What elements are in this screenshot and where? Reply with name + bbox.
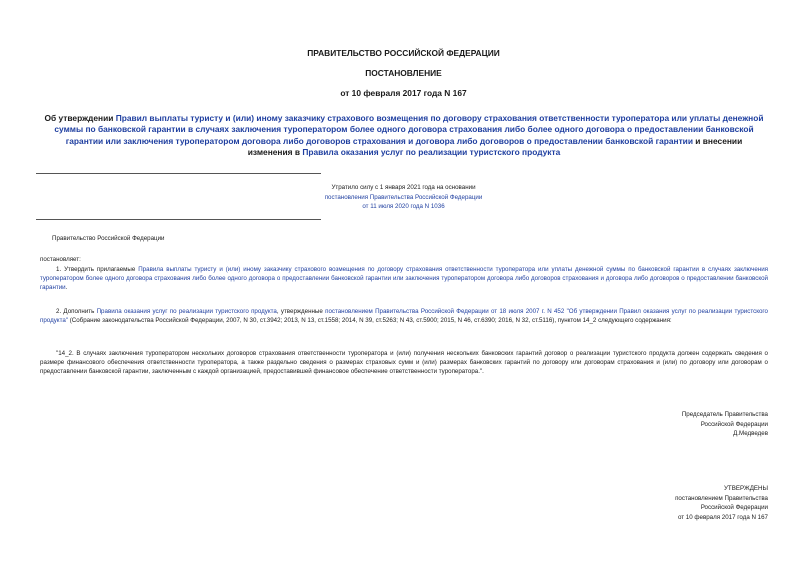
approved-by: постановлением Правительства [675, 494, 768, 502]
status-note-link[interactable]: постановления Правительства Российской Федерации [324, 193, 483, 201]
p2-link-decree-452[interactable]: постановлением Правительства Российской Федерации от 18 июля 2007 г. N 452 "Об утверждении Правил оказания услуг по реализации туристского продукта" [40, 308, 768, 325]
signature-country: Российской Федерации [700, 420, 768, 428]
p1-start: 1. Утвердить прилагаемые [56, 266, 139, 273]
document-date-number: от 10 февраля 2017 года N 167 [340, 88, 467, 98]
p1-end: . [65, 284, 68, 292]
approved-country: Российской Федерации [700, 504, 768, 511]
signature-block [560, 410, 768, 439]
title-link-service-rules[interactable]: Правила оказания услуг по реализации туристского продукта [302, 147, 561, 158]
p2-link-service-rules[interactable]: Правила оказания услуг по реализации туристского продукта [96, 308, 277, 315]
title-prefix: Об утверждении [44, 113, 116, 123]
p2-start: 2. Дополнить [56, 308, 97, 315]
title-link-rules[interactable]: Правил выплаты туристу и (или) иному заказчику страхового возмещения по договору страхования ответственности туроператора или уплаты денежной суммы по банковской гарантии в случаях заключения туроператором более одного договора страхования либо более одного договора о предоставлении банковской гарантии или заключения туроператором договора либо договоров страхования и договора либо договоров о предоставлении банковской гарантии [54, 113, 764, 146]
document-title [44, 113, 764, 159]
paragraph-2 [40, 307, 768, 325]
paragraph-1 [40, 265, 768, 293]
approved-block [560, 484, 768, 522]
p2-end: (Собрание законодательства Российской Федерации, 2007, N 30, ст.3942; 2013, N 13, ст.1558; 2014, N 39, ст.5263; N 43, ст.5900; 2015, N 46, ст.6390; 2016, N 32, ст.5116), пунктом 14_2 следующего содержания: [67, 317, 672, 325]
p1-link-rules[interactable]: Правила выплаты туристу и (или) иному заказчику страхового возмещения по договору страхования ответственности туроператора или уплаты денежной суммы по банковской гарантии в случаях заключения туроператором более одного договора страхования либо более одного договора о предоставлении банковской гарантии или заключения туроператором договора либо договоров страхования и договора либо договоров о предоставлении банковской гарантии [40, 266, 769, 292]
approved-label: УТВЕРЖДЕНЫ [724, 485, 768, 492]
p2-mid: , утвержденные [276, 308, 326, 315]
decrees-line: постановляет: [40, 256, 81, 263]
document-type: ПОСТАНОВЛЕНИЕ [365, 68, 442, 78]
signature-name: Д.Медведев [733, 430, 768, 437]
government-line: Правительство Российской Федерации [52, 235, 165, 242]
title-middle: и внесении изменения в [247, 135, 743, 158]
org-name: ПРАВИТЕЛЬСТВО РОССИЙСКОЙ ФЕДЕРАЦИИ [307, 48, 500, 58]
status-note [0, 183, 807, 212]
approved-date: от 10 февраля 2017 года N 167 [677, 513, 768, 521]
status-note-link-date[interactable]: от 11 июля 2020 года N 1036 [362, 203, 445, 210]
paragraph-quote: "14_2. В случаях заключения туроператором нескольких договоров страхования ответственности туроператора и (или) получения нескольких банковских гарантий договор о реализации туристского продукта должен содержать сведения о размере финансового обеспечения ответственности туроператора, а также раздельно сведения о размерах страховых сумм и (или) размерах банковских гарантий по договору или договорам страхования и (или) по договору или договорам о предоставлении банковской гарантии, заключенным с каждой организацией, предоставившей финансовое обеспечение ответственности туроператора.". [40, 350, 768, 376]
status-note-line1: Утратило силу с 1 января 2021 года на основании [331, 184, 476, 191]
divider-top [36, 173, 321, 174]
divider-bottom [36, 219, 321, 220]
signature-title: Председатель Правительства [681, 411, 768, 418]
